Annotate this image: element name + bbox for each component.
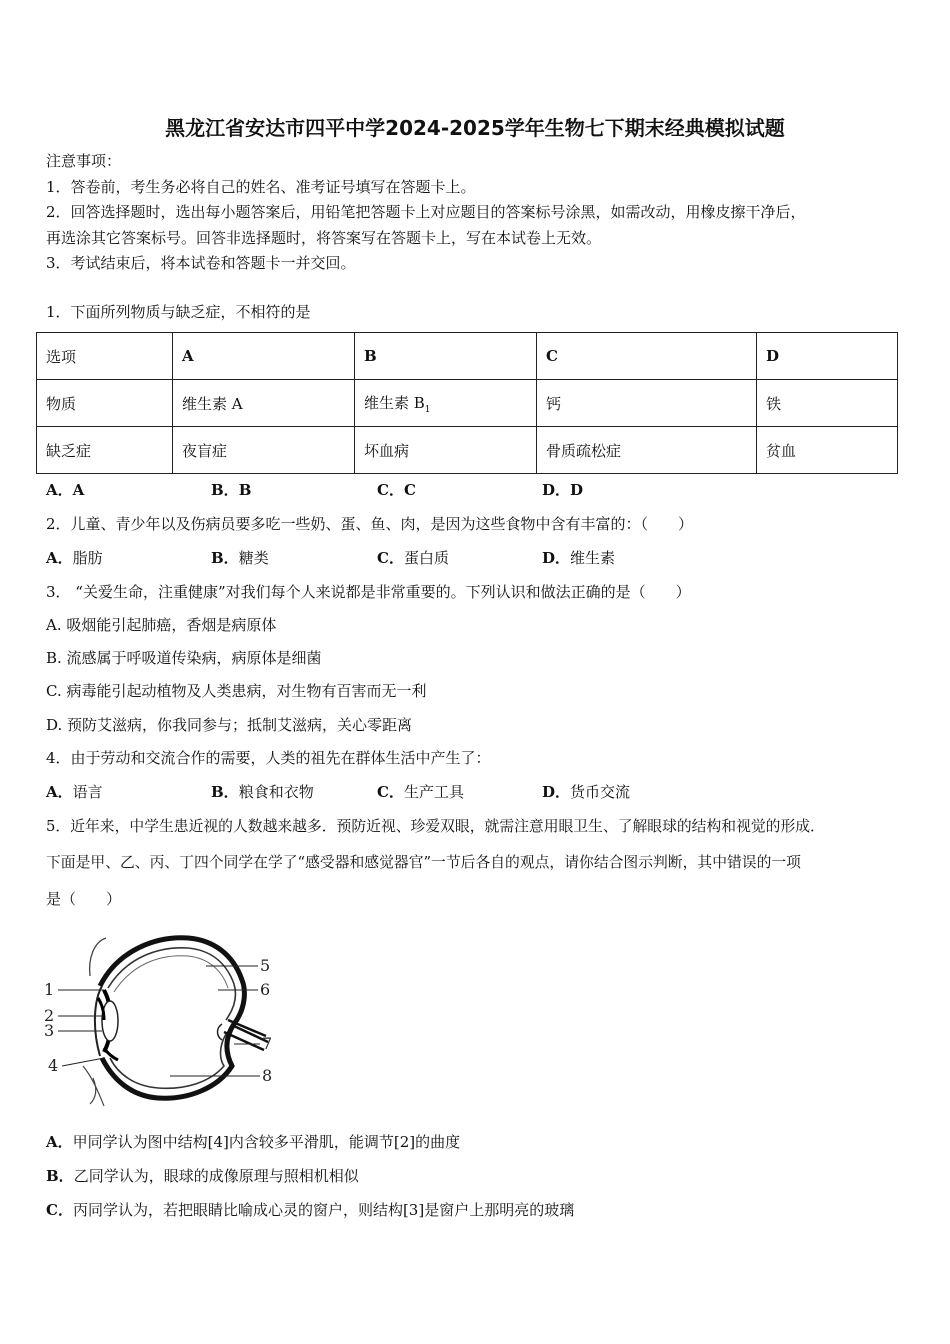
option-letter: A．	[46, 1133, 73, 1151]
label-4: 4	[48, 1056, 59, 1075]
q3-option: B. 流感属于呼吸道传染病，病原体是细菌	[46, 649, 322, 667]
option-text: 维生素	[570, 549, 616, 567]
option-text: D	[570, 481, 584, 499]
q5-stem: 是（ ）	[46, 890, 122, 908]
notice-item: 2．回答选择题时，选出每小题答案后，用铅笔把答题卡上对应题目的答案标号涂黑，如需改动，用橡皮擦干净后，	[46, 203, 806, 221]
eyeball-diagram	[38, 928, 288, 1113]
table-cell: C	[537, 333, 757, 380]
notice-heading: 注意事项：	[46, 152, 122, 170]
option-text: 生产工具	[403, 783, 464, 801]
q1-table	[36, 332, 898, 474]
option-text: 糖类	[238, 549, 269, 567]
option-letter: B．	[211, 549, 239, 567]
table-row	[37, 333, 898, 380]
option-text: 货币交流	[570, 783, 631, 801]
table-cell: 贫血	[757, 427, 898, 474]
option-letter: A．	[46, 783, 73, 801]
table-cell: 铁	[757, 380, 898, 427]
table-cell: 坏血病	[355, 427, 537, 474]
table-cell: 选项	[37, 333, 173, 380]
label-2: 2	[44, 1006, 55, 1025]
option-letter: B．	[46, 1167, 74, 1185]
option-letter: A．	[46, 549, 73, 567]
table-cell-text: 维生素 B	[364, 393, 425, 412]
table-cell: 骨质疏松症	[537, 427, 757, 474]
label-7: 7	[262, 1034, 273, 1053]
option-letter: C．	[377, 783, 404, 801]
q3-option: A. 吸烟能引起肺癌，香烟是病原体	[46, 616, 277, 634]
q5-stem: 5．近年来，中学生患近视的人数越来越多．预防近视、珍爱双眼，就需注意用眼卫生、了解眼球的结构和视觉的形成．	[46, 818, 825, 835]
option-letter: C．	[377, 481, 404, 499]
q5-option	[46, 1165, 359, 1186]
q5-stem: 下面是甲、乙、丙、丁四个同学在学了“感受器和感觉器官”一节后各自的观点，请你结合图示判断，其中错误的一项	[46, 854, 801, 871]
q4-stem: 4．由于劳动和交流合作的需要，人类的祖先在群体生活中产生了：	[46, 749, 491, 767]
option-letter: B．	[211, 783, 239, 801]
option-text: B	[238, 481, 252, 499]
q5-option	[46, 1131, 460, 1152]
option-letter: C．	[377, 549, 404, 567]
notice-item: 3．考试结束后，将本试卷和答题卡一并交回。	[46, 254, 356, 272]
option-letter: D．	[542, 481, 571, 499]
option-text: 丙同学认为，若把眼睛比喻成心灵的窗户，则结构[3]是窗户上那明亮的玻璃	[72, 1201, 575, 1219]
option-text: 脂肪	[72, 549, 103, 567]
table-cell: 夜盲症	[173, 427, 355, 474]
q3-stem: 3． “关爱生命，注重健康”对我们每个人来说都是非常重要的。下列认识和做法正确的是（ ）	[46, 583, 691, 601]
table-cell: D	[757, 333, 898, 380]
table-cell: 维生素 A	[173, 380, 355, 427]
table-cell: A	[173, 333, 355, 380]
table-row	[37, 380, 898, 427]
page-title: 黑龙江省安达市四平中学2024-2025学年生物七下期末经典模拟试题	[165, 116, 785, 140]
table-cell: 钙	[537, 380, 757, 427]
q3-option: C. 病毒能引起动植物及人类患病，对生物有百害而无一利	[46, 682, 427, 700]
q2-stem: 2．儿童、青少年以及伤病员要多吃一些奶、蛋、鱼、肉，是因为这些食物中含有丰富的：（ ）	[46, 515, 694, 533]
subscript: 1	[424, 404, 431, 415]
option-text: 粮食和衣物	[238, 783, 314, 801]
q1-stem: 1．下面所列物质与缺乏症，不相符的是	[46, 303, 311, 321]
label-5: 5	[260, 956, 271, 975]
option-text: 语言	[72, 783, 103, 801]
label-6: 6	[260, 980, 271, 999]
option-letter: C．	[46, 1201, 73, 1219]
table-cell: 物质	[37, 380, 173, 427]
label-8: 8	[262, 1066, 273, 1085]
option-text: C	[403, 481, 416, 499]
option-text: 乙同学认为，眼球的成像原理与照相机相似	[73, 1167, 359, 1185]
table-cell	[355, 380, 537, 427]
notice-item: 再选涂其它答案标号。回答非选择题时，将答案写在答题卡上，写在本试卷上无效。	[46, 229, 602, 247]
option-text: 蛋白质	[403, 549, 449, 567]
option-text: A	[72, 481, 85, 499]
label-3: 3	[44, 1021, 55, 1040]
notice-item: 1．答卷前，考生务必将自己的姓名、准考证号填写在答题卡上。	[46, 178, 476, 196]
option-letter: A．	[46, 481, 73, 499]
option-text: 甲同学认为图中结构[4]内含较多平滑肌，能调节[2]的曲度	[72, 1133, 461, 1151]
q3-option: D. 预防艾滋病，你我同参与；抵制艾滋病，关心零距离	[46, 716, 413, 734]
label-1: 1	[44, 980, 55, 999]
q5-option	[46, 1199, 574, 1220]
table-cell: B	[355, 333, 537, 380]
option-letter: D．	[542, 783, 571, 801]
table-cell: 缺乏症	[37, 427, 173, 474]
table-row	[37, 427, 898, 474]
option-letter: D．	[542, 549, 571, 567]
option-letter: B．	[211, 481, 239, 499]
